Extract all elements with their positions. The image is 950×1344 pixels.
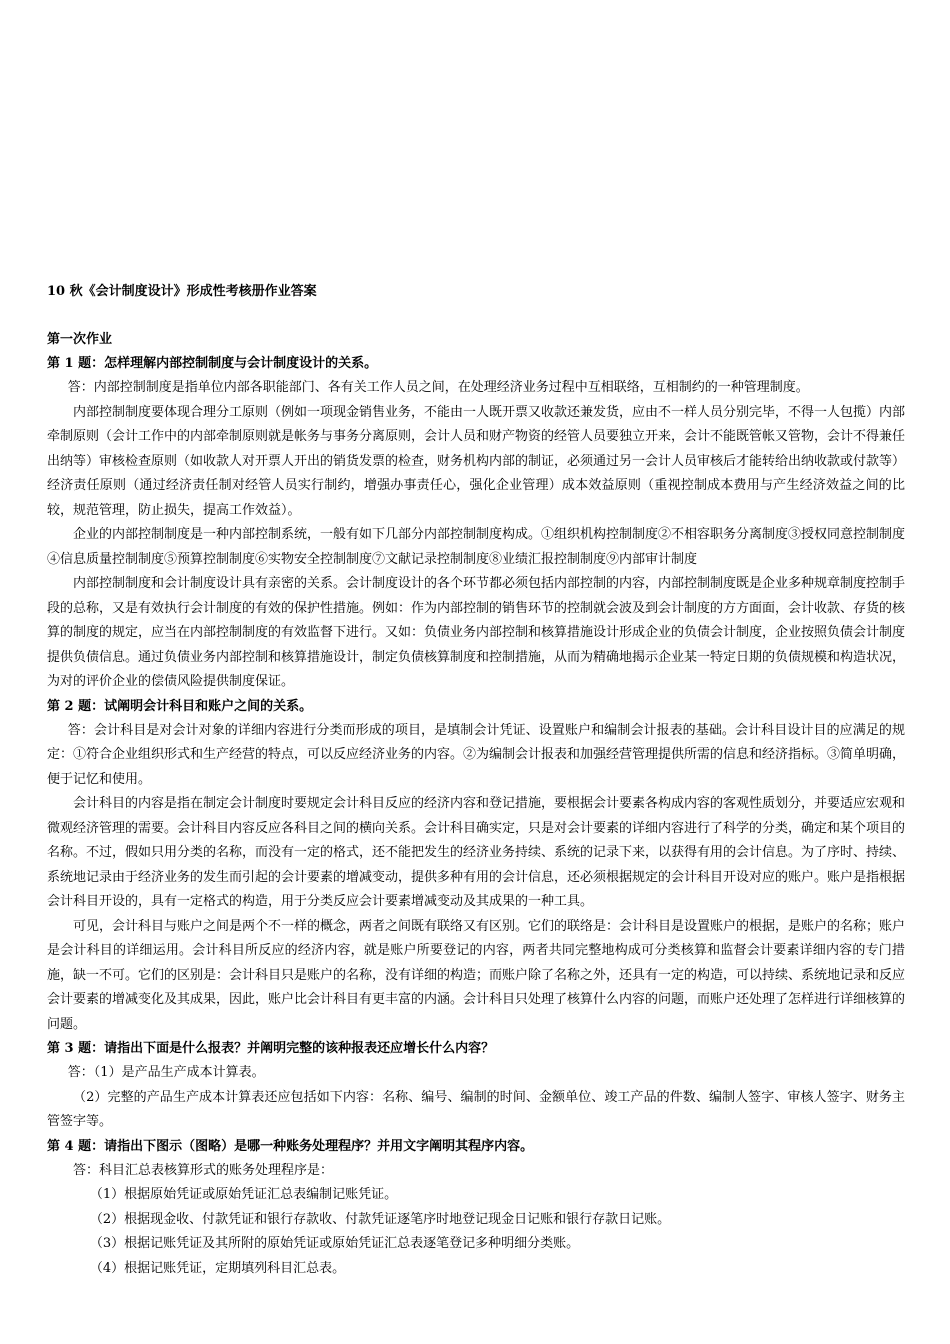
question-4: 第 4 题：请指出下图示（图略）是哪一种账务处理程序？并用文字阐明其程序内容。	[47, 1138, 534, 1154]
question-2: 第 2 题：试阐明会计科目和账户之间的关系。	[47, 698, 313, 714]
answer-paragraph: 答：（1）是产品生产成本计算表。	[67, 1065, 265, 1080]
answer-paragraph: 答：科目汇总表核算形式的账务处理程序是：	[73, 1162, 334, 1178]
list-item: （4）根据记账凭证，定期填列科目汇总表。	[89, 1260, 346, 1276]
question-3: 第 3 题：请指出下面是什么报表？并阐明完整的该种报表还应增长什么内容？	[47, 1041, 495, 1056]
answer-paragraph: 答：内部控制制度是指单位内部各职能部门、各有关工作人员之间，在处理经济业务过程中互相联络，互相制约的一种管理制度。	[67, 380, 809, 395]
document-title: 10 秋《会计制度设计》形成性考核册作业答案	[47, 284, 317, 299]
answer-paragraph: 会计科目的内容是指在制定会计制度时要规定会计科目反应的经济内容和登记措施，要根据会计要素各构成内容的客观性质划分，并要适应宏观和微观经济管理的需要。会计科目内容反应各科目之间的横向关系。会计科目确实定，只是对会计要素的详细内容进行了科学的分类，确定和某个项目的名称。不过，假如只用分类的名称，而没有一定的格式，还不能把发生的经济业务持续、系统的记录下来，以获得有用的会计信息。为了序时、持续、系统地记录由于经济业务的发生而引起的会计要素的增减变动，提供多种有用的会计信息，还必须根据规定的会计科目开设对应的账户。账户是指根据会计科目开设的，具有一定格式的构造，用于分类反应会计要素增减变动及其成果的一种工具。	[47, 796, 906, 909]
list-item: （1）根据原始凭证或原始凭证汇总表编制记账凭证。	[89, 1187, 398, 1202]
section-heading: 第一次作业	[47, 332, 113, 347]
question-1: 第 1 题：怎样理解内部控制制度与会计制度设计的关系。	[47, 356, 378, 371]
answer-paragraph: （2）完整的产品生产成本计算表还应包括如下内容：名称、编号、编制的时间、金额单位、竣工产品的件数、编制人签字、审核人签字、财务主管签字等。	[47, 1089, 905, 1129]
list-item: （2）根据现金收、付款凭证和银行存款收、付款凭证逐笔序时地登记现金日记账和银行存款日记账。	[89, 1211, 671, 1227]
document-page	[47, 282, 905, 1281]
answer-paragraph: 内部控制制度要体现合理分工原则（例如一项现金销售业务，不能由一人既开票又收款还兼发货，应由不一样人员分别完毕，不得一人包揽）内部牵制原则（会计工作中的内部牵制原则就是帐务与事务分离原则，会计人员和财产物资的经管人员要独立开来，会计不能既管帐又管物，会计不得兼任出纳等）审核检查原则（如收款人对开票人开出的销货发票的检查，财务机构内部的制证，必须通过另一会计人员审核后才能转给出纳收款或付款等）经济责任原则（通过经济责任制对经管人员实行制约，增强办事责任心，强化企业管理）成本效益原则（重视控制成本费用与产生经济效益之间的比较，规范管理，防止损失，提高工作效益）。	[47, 404, 906, 518]
spacer	[47, 302, 905, 328]
list-item: （3）根据记账凭证及其所附的原始凭证或原始凭证汇总表逐笔登记多种明细分类账。	[89, 1236, 580, 1251]
answer-paragraph: 企业的内部控制制度是一种内部控制系统，一般有如下几部分内部控制制度构成。①组织机构控制制度②不相容职务分离制度③授权同意控制制度④信息质量控制制度⑤预算控制制度⑥实物安全控制制度⑦文献记录控制制度⑧业绩汇报控制制度⑨内部审计制度	[47, 527, 906, 567]
answer-paragraph: 可见，会计科目与账户之间是两个不一样的概念，两者之间既有联络又有区别。它们的联络是：会计科目是设置账户的根据，是账户的名称；账户是会计科目的详细运用。会计科目所反应的经济内容，就是账户所要登记的内容，两者共同完整地构成可分类核算和监督会计要素详细内容的专门措施，缺一不可。它们的区别是：会计科目只是账户的名称，没有详细的构造；而账户除了名称之外，还具有一定的构造，可以持续、系统地记录和反应会计要素的增减变化及其成果，因此，账户比会计科目有更丰富的内涵。会计科目只处理了核算什么内容的问题，而账户还处理了怎样进行详细核算的问题。	[47, 918, 906, 1032]
answer-paragraph: 内部控制制度和会计制度设计具有亲密的关系。会计制度设计的各个环节都必须包括内部控制的内容，内部控制制度既是企业多种规章制度控制手段的总称，又是有效执行会计制度的有效的保护性措施。例如：作为内部控制的销售环节的控制就会波及到会计制度的方方面面，会计收款、存货的核算的制度的规定，应当在内部控制制度的有效监督下进行。又如：负债业务内部控制和核算措施设计形成企业的负债会计制度，企业按照负债会计制度提供负债信息。通过负债业务内部控制和核算措施设计，制定负债核算制度和控制措施，从而为精确地揭示企业某一特定日期的负债规模和构造状况，为对的评价企业的偿债风险提供制度保证。	[47, 576, 906, 689]
answer-paragraph: 答：会计科目是对会计对象的详细内容进行分类而形成的项目，是填制会计凭证、设置账户和编制会计报表的基础。会计科目设计目的应满足的规定：①符合企业组织形式和生产经营的特点，可以反应经济业务的内容。②为编制会计报表和加强经营管理提供所需的信息和经济指标。③简单明确，便于记忆和使用。	[47, 722, 906, 787]
